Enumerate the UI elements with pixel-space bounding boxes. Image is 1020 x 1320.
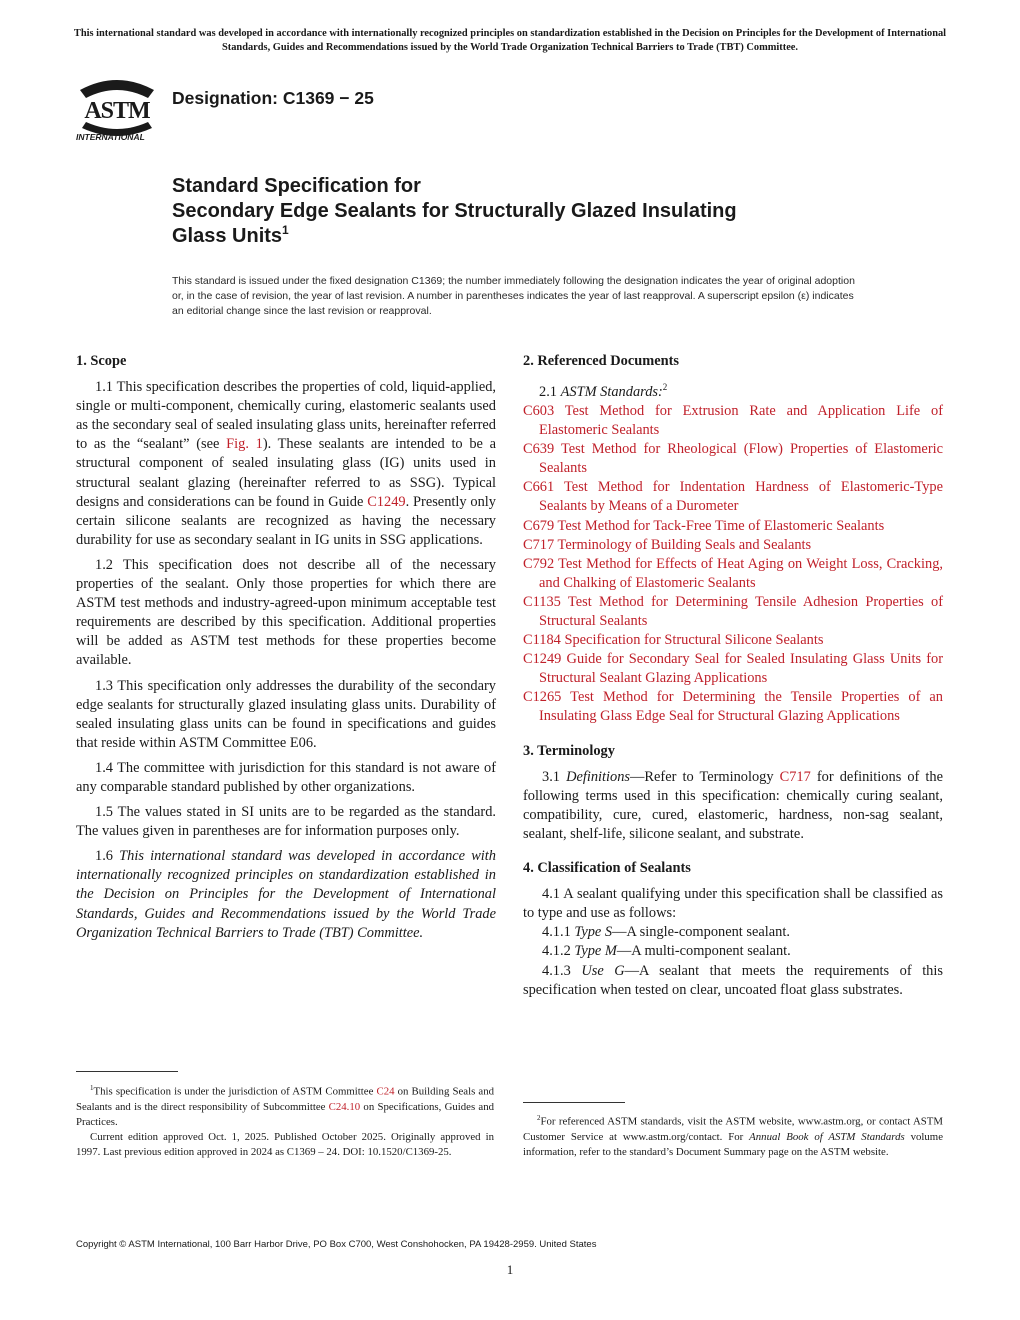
reference-item[interactable]: [523, 517, 943, 536]
reference-code-link[interactable]: C639: [523, 441, 555, 458]
para-1-2: 1.2 This specification does not describe all of the necessary properties of the sealant. Only those properties for which there are ASTM test methods and industry-agreed-upon minimum acceptable test requirements are described by this specification. Additional properties will be added as ASTM test methods for these properties become available.: [76, 556, 496, 669]
para-1-3: 1.3 This specification only addresses the durability of the secondary edge sealants for structurally glazed insulating glass units. Durability of sealed insulating glass units can be found in specifications and guides that reside within ASTM Committee E06.: [76, 677, 496, 751]
top-note: This international standard was developed in accordance with internationally recognized principles on standardization established in the Decision on Principles for the Development of International Standards, Guides and Recommendations issued by the World Trade Organization Technical Barriers to Trade (TBT) Committee.: [73, 28, 947, 53]
title-line-3-text: Glass Units: [172, 225, 283, 247]
footnote-1: $^1$This specification is under the jurisdiction of ASTM Committee C24 on Building Seals and Sealants and is the direct responsibility of Subcommittee C24.10 on Specifications, Guides and Practices. Current edition approved Oct. 1, 2025. Published October 2025. Originally approved in 1997. Last previous edition approved in 2024 as C1369 – 24. DOI: 10.1520/C1369-25.: [76, 1084, 494, 1158]
c24-link[interactable]: C24: [376, 1085, 395, 1098]
para-1-5: 1.5 The values stated in SI units are to be regarded as the standard. The values given in parentheses are for information purposes only.: [76, 804, 496, 840]
copyright-footer: Copyright © ASTM International, 100 Barr Harbor Drive, PO Box C700, West Conshohocken, PA 19428-2959. United States: [76, 1239, 597, 1250]
reference-item[interactable]: [523, 402, 943, 440]
reference-title-link[interactable]: Guide for Secondary Seal for Sealed Insulating Glass Units for Structural Sealant Glazing Applications: [539, 651, 943, 687]
reference-code-link[interactable]: C679: [523, 517, 555, 534]
reference-code-link[interactable]: C792: [523, 555, 555, 572]
reference-code-link[interactable]: C603: [523, 402, 555, 419]
reference-title-link[interactable]: Test Method for Rheological (Flow) Properties of Elastomeric Sealants: [539, 441, 944, 477]
para-1-4: 1.4 The committee with jurisdiction for this standard is not aware of any comparable standard published by other organizations.: [76, 759, 496, 795]
reference-item[interactable]: [523, 688, 943, 726]
c717-terminology-link[interactable]: C717: [779, 768, 811, 785]
reference-title-link[interactable]: Specification for Structural Silicone Sealants: [564, 632, 824, 649]
fig-1-link[interactable]: Fig. 1: [226, 436, 263, 453]
reference-item[interactable]: [523, 555, 943, 593]
referenced-heading: 2. Referenced Documents: [523, 353, 679, 369]
reference-title-link[interactable]: Test Method for Effects of Heat Aging on Weight Loss, Cracking, and Chalking of Elastomeric Sealants: [539, 555, 943, 591]
para-4-1-3: 4.1.3 Use G—A sealant that meets the requirements of this specification when tested on clear, uncoated float glass substrates.: [523, 962, 943, 998]
reference-title-link[interactable]: Test Method for Tack-Free Time of Elastomeric Sealants: [557, 517, 885, 534]
designation: Designation: C1369 − 25: [172, 88, 374, 108]
reference-item[interactable]: [523, 536, 943, 555]
edition-note: Current edition approved Oct. 1, 2025. Published October 2025. Originally approved in 1997. Last previous edition approved in 2024 as C1369 – 24. DOI: 10.1520/C1369-25.: [76, 1130, 494, 1158]
right-column: [523, 352, 943, 1000]
reference-item[interactable]: [523, 440, 943, 478]
para-3-1: 3.1 Definitions—Refer to Terminology C717 for definitions of the following terms used in this specification: chemically curing sealant, compatibility, cure, cured, elastomeric, hardness, non-sag sealant, sealant, shelf-life, silicone sealant, and substrate.: [523, 768, 943, 842]
reference-title-link[interactable]: Test Method for Extrusion Rate and Application Life of Elastomeric Sealants: [539, 402, 943, 439]
reference-code-link[interactable]: C1135: [523, 593, 561, 610]
reference-item[interactable]: [523, 650, 943, 688]
reference-code-link[interactable]: C717: [523, 536, 555, 553]
reference-title-link[interactable]: Terminology of Building Seals and Sealants: [557, 536, 812, 553]
logo-org: INTERNATIONAL: [76, 132, 145, 142]
para-4-1-1: 4.1.1 Type S—A single-component sealant.: [542, 924, 790, 941]
classification-heading: 4. Classification of Sealants: [523, 860, 691, 877]
page-title: [172, 174, 892, 249]
terminology-heading: 3. Terminology: [523, 742, 615, 759]
reference-code-link[interactable]: C1249: [523, 651, 562, 668]
astm-standards-intro: 2.1 ASTM Standards:$^2$: [539, 382, 668, 400]
footnote-rule-right: [523, 1102, 625, 1103]
title-footnote-mark: 1: [282, 223, 289, 237]
page-number: 1: [506, 1262, 514, 1277]
guide-c1249-link[interactable]: C1249: [367, 493, 406, 510]
c24-10-link[interactable]: C24.10: [328, 1100, 361, 1113]
logo-letters: ASTM: [84, 98, 150, 124]
reference-item[interactable]: [523, 478, 943, 516]
para-1-1: 1.1 This specification describes the properties of cold, liquid-applied, single or multi-component, chemically curing, elastomeric sealants used as the secondary seal of sealed insulating glass units, hereinafter referred to as the “sealant” (see Fig. 1). These sealants are intended to be a structural component of sealed insulating glass (IG) units used in structural sealant glazing (hereinafter referred to as SSG). Typical designs and considerations can be found in Guide C1249. Presently only certain silicone sealants are recognized as having the necessary durability for use as secondary sealant in IG units in SSG applications.: [76, 379, 496, 548]
footnote-2: $^2$For referenced ASTM standards, visit the ASTM website, www.astm.org, or contact ASTM Customer Service at www.astm.org/contact. For Annual Book of ASTM Standards volume information, refer to the standard’s Document Summary page on the ASTM website.: [523, 1114, 943, 1158]
reference-item[interactable]: [523, 631, 943, 650]
astm-logo: [72, 76, 162, 144]
para-1-6: 1.6 This international standard was developed in accordance with internationally recognized principles on standardization established in the Decision on Principles for the Development of International Standards, Guides and Recommendations issued by the World Trade Organization Technical Barriers to Trade (TBT) Committee.: [76, 848, 496, 941]
issuance-statement: This standard is issued under the fixed designation C1369; the number immediately following the designation indicates the year of original adoption or, in the case of revision, the year of last revision. A number in parentheses indicates the year of last reapproval. A superscript epsilon (ε) indicates an editorial change since the last revision or reapproval.: [172, 275, 855, 317]
para-4-1: 4.1 A sealant qualifying under this specification shall be classified as to type and use as follows:: [523, 886, 943, 922]
reference-item[interactable]: [523, 593, 943, 631]
reference-code-link[interactable]: C661: [523, 479, 555, 496]
reference-list: [523, 402, 943, 727]
scope-heading: 1. Scope: [76, 353, 127, 369]
reference-code-link[interactable]: C1265: [523, 689, 562, 706]
left-column: [76, 352, 496, 943]
title-line-3: [172, 224, 892, 249]
reference-title-link[interactable]: Test Method for Indentation Hardness of Elastomeric-Type Sealants by Means of a Durometer: [539, 479, 943, 515]
reference-code-link[interactable]: C1184: [523, 632, 561, 649]
reference-title-link[interactable]: Test Method for Determining Tensile Adhesion Properties of Structural Sealants: [539, 593, 943, 630]
title-line-1: Standard Specification for: [172, 175, 421, 197]
footnote-rule-left: [76, 1071, 178, 1072]
title-line-2: Secondary Edge Sealants for Structurally Glazed Insulating: [172, 200, 737, 222]
reference-title-link[interactable]: Test Method for Determining the Tensile Properties of an Insulating Glass Edge Seal for Structural Glazing Applications: [539, 689, 943, 725]
para-4-1-2: 4.1.2 Type M—A multi-component sealant.: [542, 943, 791, 960]
